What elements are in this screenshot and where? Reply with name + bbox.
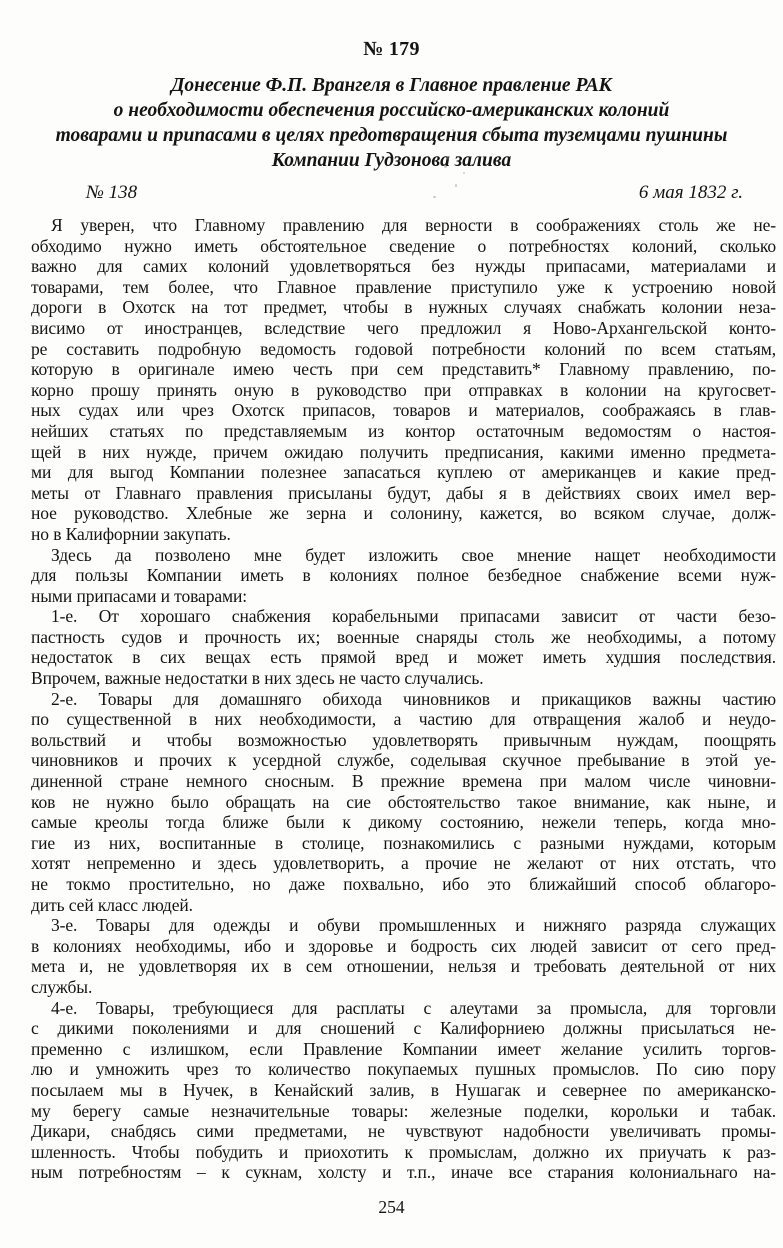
text-line: ре составить подробную ведомость годовой потребности колоний по всем статьям, [31, 338, 776, 359]
text-line: самые креолы тогда ближе были к дикому состоянию, нежели теперь, когда мно- [31, 812, 776, 833]
title-line: Компании Гудзонова залива [271, 150, 512, 171]
text-line: по существенной в них необходимости, а частию для отвращения жалоб и неудо- [31, 709, 776, 730]
text-line: но в Калифорнии закупать. [31, 523, 231, 544]
text-line: 2-е. Товары для домашняго обихода чиновников и прикащиков важны частию [51, 688, 776, 709]
text-line: Я уверен, что Главному правлению для верности в соображениях столь же не- [51, 215, 776, 235]
text-line: в колониях необходимы, ибо и здоровье и бодрость сих людей зависит от сего пред- [31, 935, 776, 956]
text-line: нейших статьях по представляемым из контор остаточным ведомостям о настоя- [31, 420, 776, 441]
text-line: для пользы Компании иметь в колониях полное безбедное снабжение всеми нуж- [31, 565, 776, 586]
document-date: 6 мая 1832 г. [638, 182, 743, 203]
scan-noise [463, 172, 465, 174]
document-body [31, 215, 776, 1183]
text-line: корно прошу принять оную в руководство при отправках в колонии на кругосвет- [31, 379, 776, 400]
text-line: мета и, не удовлетворяя их в сем отношении, нельзя и требовать деятельной от них [31, 956, 776, 977]
scan-noise [433, 196, 436, 198]
text-line: товарами, тем более, что Главное правление приступило уже к устроению новой [31, 276, 776, 297]
text-line: висимо от иностранцев, вследствие чего предложил я Ново-Архангельской конто- [31, 317, 776, 338]
text-line: 4-е. Товары, требующиеся для расплаты с алеутами за промысла, для торговли [51, 997, 776, 1018]
title-line: Донесение Ф.П. Врангеля в Главное правление РАК [171, 75, 612, 96]
title-line: о необходимости обеспечения российско-американских колоний [113, 100, 670, 121]
text-line: дороги в Охотск на тот предмет, чтобы в нужных случаях снабжать колонии неза- [31, 297, 776, 318]
reference-number: № 138 [86, 182, 138, 203]
text-line: меты от Главнаго правления присыланы будут, дабы я в действиях своих имел вер- [31, 482, 776, 503]
text-line: посылаем мы в Нучек, в Кенайский залив, в Нушагак и севернее по американско- [31, 1079, 776, 1100]
text-line: службы. [31, 976, 93, 997]
text-line: Дикари, снабдясь сими предметами, не чувствуют надобности увеличивать промы- [31, 1121, 776, 1142]
scan-noise [455, 184, 457, 187]
text-line: важно для самих колоний удовлетворяться без нужды припасами, материалами и [31, 256, 776, 277]
document-number: № 179 [363, 38, 420, 60]
text-line: диненной стране немного сносным. В прежние времена при малом числе чиновни- [31, 771, 776, 792]
scan-noise [444, 165, 447, 168]
page-number: 254 [378, 1197, 405, 1217]
scan-noise [440, 116, 442, 118]
text-line: Здесь да позволено мне будет изложить свое мнение нащет необходимости [51, 544, 776, 565]
text-line: лю и умножить чрез то количество покупаемых пушных промыслов. По сию пору [31, 1059, 776, 1080]
text-line: ми для выгод Компании полезнее запасаться куплею от американцев и какие пред- [31, 462, 776, 483]
text-line: ным потребностям – к сукнам, холсту и т.п., иначе все старания колониальнаго на- [31, 1162, 776, 1183]
text-line: ное руководство. Хлебные же зерна и солонину, кажется, во всяком случае, долж- [31, 503, 776, 524]
text-line: хотят непременно и здесь удовлетворить, а прочие не желают от них отстать, что [31, 853, 776, 874]
reference-row [86, 181, 743, 205]
text-line: дить сей класс людей. [31, 894, 193, 915]
text-line: обходимо нужно иметь обстоятельное сведение о потребностях колоний, сколько [31, 235, 776, 256]
scan-noise [452, 129, 454, 131]
text-line: с дикими поколениями и для сношений с Калифорниею должны присылаться не- [31, 1018, 776, 1039]
text-line: недостаток в сих вещах есть прямой вред и может иметь худшия последствия. [31, 647, 776, 668]
text-line: ков не нужно было обращать на сие обстоятельство такое внимание, как ныне, и [31, 791, 776, 812]
text-line: му берегу самые незначительные товары: железные поделки, корольки и табак. [31, 1100, 776, 1121]
text-line: не токмо простительно, но даже похвально, ибо это ближайший способ облагоро- [31, 874, 776, 894]
text-line: Впрочем, важные недостатки в них здесь не часто случались. [31, 668, 484, 689]
text-line: пастность судов и прочность их; военные снаряды столь же необходимы, а потому [31, 626, 776, 647]
text-line: 3-е. Товары для одежды и обуви промышленных и нижняго разряда служащих [51, 915, 776, 936]
scan-noise [447, 156, 449, 160]
text-line: гие из них, воспитанные в столице, познакомились с разными нуждами, которым [31, 832, 776, 853]
document-title [0, 73, 783, 173]
text-line: пременно с излишком, если Правление Компании имеет желание усилить торгов- [31, 1038, 776, 1059]
text-line: ных судах или чрез Охотск припасов, товаров и материалов, соображаясь в глав- [31, 400, 776, 421]
text-line: 1-е. От хорошаго снабжения корабельными припасами зависит от части безо- [51, 606, 776, 627]
text-line: чиновников и прочих к усердной службе, соделывая скучное пребывание в этой уе- [31, 750, 776, 771]
text-line: вольствий и чтобы возможностью удовлетворять привычным нуждам, поощрять [31, 729, 776, 750]
text-line: щей в них нужде, причем ожидаю получить предписания, какими именно предмета- [31, 441, 776, 462]
text-line: шленность. Чтобы побудить и приохотить к промыслам, должно их приучать к раз- [31, 1141, 776, 1162]
title-line: товарами и припасами в целях предотвращения сбыта туземцами пушнины [55, 125, 728, 146]
text-line: которую в оригинале имею честь при сем представить* Главному правлению, по- [31, 359, 776, 380]
text-line: ными припасами и товарами: [31, 585, 248, 606]
